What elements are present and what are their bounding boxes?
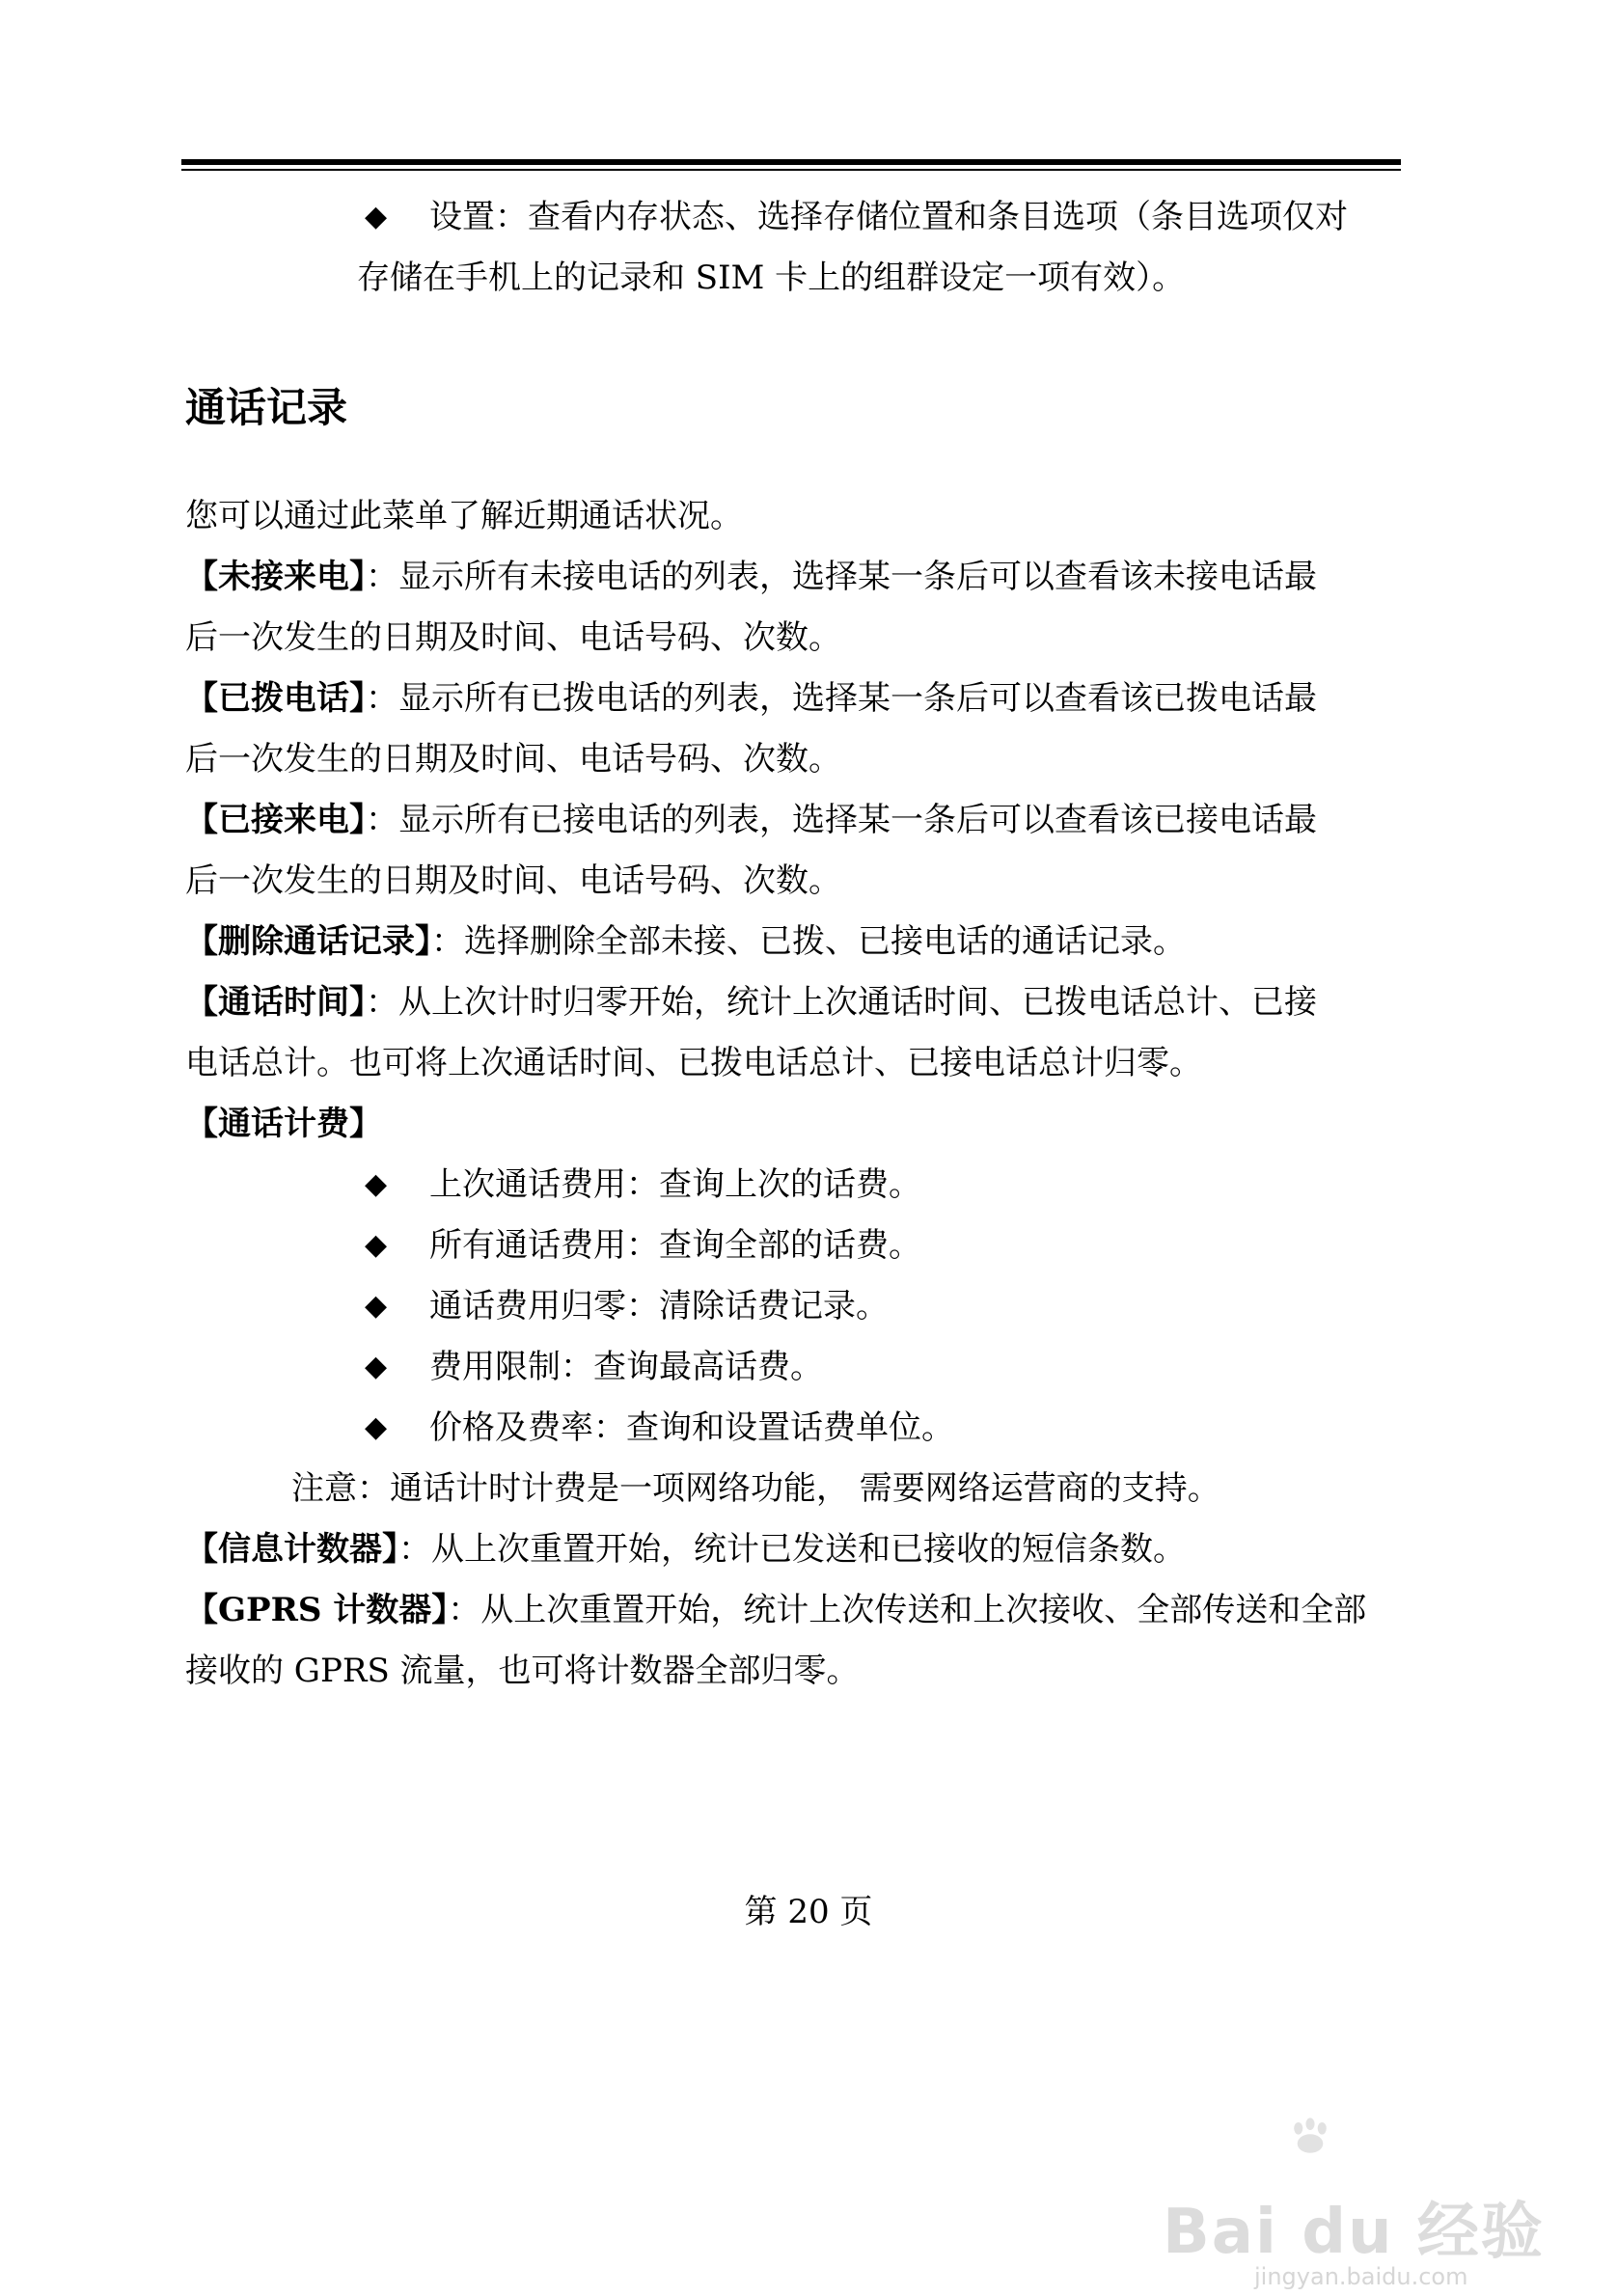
- bullet-diamond-icon: ◆: [365, 200, 388, 233]
- billing-note: 注意：通话计时计费是一项网络功能， 需要网络运营商的支持。: [291, 1469, 1220, 1508]
- entry-desc: ：从上次重置开始，统计上次传送和上次接收、全部传送和全部: [448, 1591, 1367, 1629]
- entry-missed-calls-line2: 后一次发生的日期及时间、电话号码、次数。: [185, 618, 841, 657]
- entry-call-time: [185, 983, 1317, 1022]
- entry-desc: ：选择删除全部未接、已拨、已接电话的通话记录。: [431, 922, 1186, 961]
- bullet-diamond-icon: ◆: [365, 1167, 388, 1201]
- entry-term: 【GPRS 计数器】: [185, 1591, 449, 1629]
- entry-gprs-counter: [185, 1591, 1366, 1629]
- entry-desc: ：从上次计时归零开始，统计上次通话时间、已拨电话总计、已接: [366, 983, 1317, 1022]
- entry-desc: ：显示所有已接电话的列表，选择某一条后可以查看该已接电话最: [366, 801, 1317, 839]
- bullet-diamond-icon: ◆: [365, 1228, 388, 1262]
- entry-desc: ：显示所有未接电话的列表，选择某一条后可以查看该未接电话最: [366, 558, 1317, 596]
- entry-delete-records: [185, 922, 1186, 961]
- entry-gprs-counter-line2: 接收的 GPRS 流量，也可将计数器全部归零。: [185, 1652, 860, 1690]
- billing-bullet: 费用限制：查询最高话费。: [429, 1348, 823, 1386]
- intro-text: 您可以通过此菜单了解近期通话状况。: [185, 497, 743, 535]
- entry-received-calls-line2: 后一次发生的日期及时间、电话号码、次数。: [185, 861, 841, 900]
- entry-term: 【已拨电话】: [185, 679, 366, 718]
- billing-bullet: 通话费用归零：清除话费记录。: [429, 1287, 889, 1326]
- entry-term: 【未接来电】: [185, 558, 366, 596]
- page-number: 第 20 页: [744, 1893, 873, 1931]
- entry-desc: ：显示所有已拨电话的列表，选择某一条后可以查看该已拨电话最: [366, 679, 1317, 718]
- billing-bullet: 价格及费率：查询和设置话费单位。: [429, 1408, 954, 1447]
- entry-sms-counter: [185, 1530, 1186, 1569]
- section-title: 通话记录: [185, 384, 348, 431]
- top-bullet-line1: 设置：查看内存状态、选择存储位置和条目选项（条目选项仅对: [429, 198, 1348, 236]
- billing-bullet: 所有通话费用：查询全部的话费。: [429, 1226, 921, 1265]
- bullet-diamond-icon: ◆: [365, 1289, 388, 1323]
- entry-term: 【删除通话记录】: [185, 922, 431, 961]
- entry-term: 【已接来电】: [185, 801, 366, 839]
- header-rule-thick: [181, 159, 1401, 165]
- entry-term: 【通话时间】: [185, 983, 366, 1022]
- billing-bullet: 上次通话费用：查询上次的话费。: [429, 1165, 921, 1204]
- entry-call-time-line2: 电话总计。也可将上次通话时间、已拨电话总计、已接电话总计归零。: [185, 1044, 1202, 1082]
- watermark-url: jingyan.baidu.com: [1254, 2263, 1468, 2290]
- header-rule-thin: [181, 169, 1401, 171]
- entry-missed-calls: [185, 558, 1317, 596]
- top-bullet-line2: 存储在手机上的记录和 SIM 卡上的组群设定一项有效）。: [357, 259, 1186, 297]
- watermark-brand: Bai du 经验: [1163, 2197, 1545, 2268]
- entry-desc: ：从上次重置开始，统计已发送和已接收的短信条数。: [398, 1530, 1186, 1569]
- entry-term: 【信息计数器】: [185, 1530, 398, 1569]
- baidu-paw-icon: [1283, 2084, 1418, 2190]
- bullet-diamond-icon: ◆: [365, 1350, 388, 1383]
- entry-dialed-calls: [185, 679, 1317, 718]
- bullet-diamond-icon: ◆: [365, 1410, 388, 1444]
- entry-dialed-calls-line2: 后一次发生的日期及时间、电话号码、次数。: [185, 740, 841, 779]
- billing-term: 【通话计费】: [185, 1105, 382, 1143]
- entry-received-calls: [185, 801, 1317, 839]
